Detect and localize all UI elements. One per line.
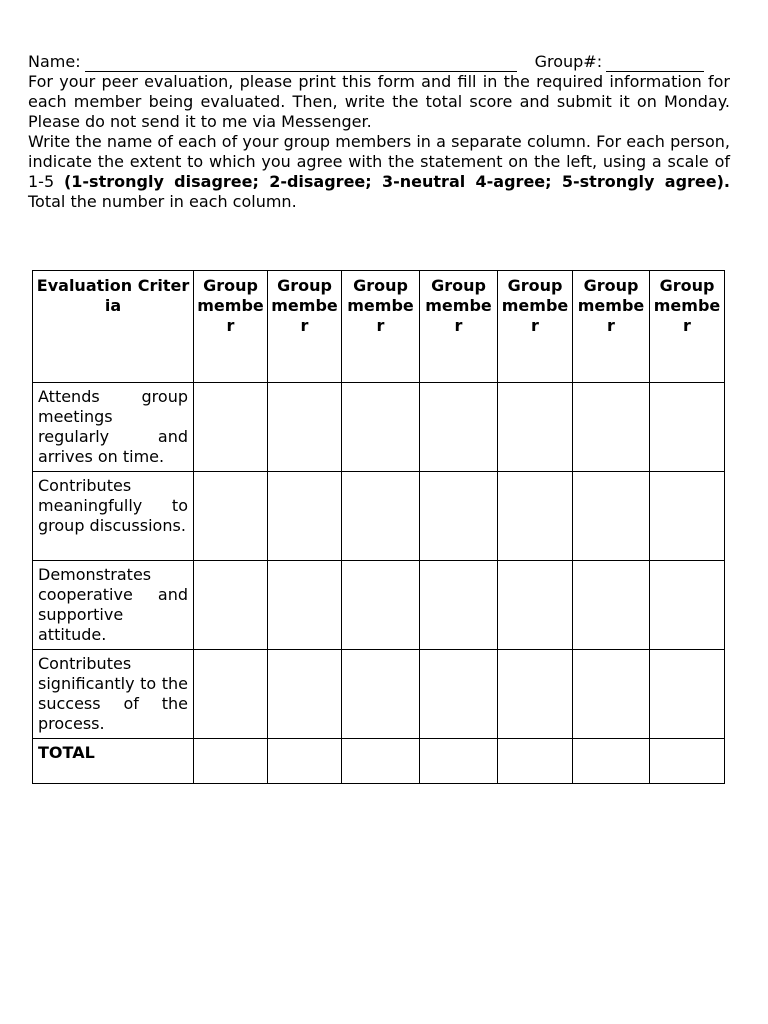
score-cell[interactable] [573,650,650,739]
score-cell[interactable] [194,561,268,650]
group-member-header-7: Group member [650,271,725,383]
table-row [33,561,725,650]
score-cell[interactable] [498,383,573,472]
peer-evaluation-table [32,270,725,784]
total-score-cell[interactable] [342,739,420,784]
total-score-cell[interactable] [420,739,498,784]
score-cell[interactable] [268,383,342,472]
score-cell[interactable] [420,561,498,650]
name-label: Name: [28,52,81,71]
score-cell[interactable] [420,472,498,561]
score-cell[interactable] [194,650,268,739]
score-cell[interactable] [573,472,650,561]
instructions-paragraph-2-start: Write the name of each of your group members in a separate column. For each person, indicate the extent to which you agree with the statement on the left, using a scale of 1-5 [28,132,730,191]
table-header-row [33,271,725,383]
criteria-cell: Demonstrates cooperative and supportive attitude. [33,561,194,650]
group-member-header-4: Group member [420,271,498,383]
score-cell[interactable] [650,472,725,561]
score-cell[interactable] [268,561,342,650]
score-cell[interactable] [194,383,268,472]
score-cell[interactable] [650,650,725,739]
name-blank-line[interactable] [85,55,517,72]
total-score-cell[interactable] [573,739,650,784]
score-cell[interactable] [650,561,725,650]
instructions-paragraph-2 [28,132,730,212]
score-cell[interactable] [342,650,420,739]
table-row [33,650,725,739]
score-cell[interactable] [342,472,420,561]
total-score-cell[interactable] [650,739,725,784]
total-score-cell[interactable] [268,739,342,784]
total-score-cell[interactable] [194,739,268,784]
group-member-header-1: Group member [194,271,268,383]
group-label: Group#: [534,52,603,71]
criteria-cell: Contributes significantly to the success of the process. [33,650,194,739]
name-group-line [28,50,730,72]
score-cell[interactable] [573,561,650,650]
criteria-cell: Attends group meetings regularly and arrives on time. [33,383,194,472]
score-cell[interactable] [268,472,342,561]
score-cell[interactable] [194,472,268,561]
evaluation-form [28,50,730,212]
group-number-blank-line[interactable] [606,55,704,72]
score-cell[interactable] [573,383,650,472]
score-cell[interactable] [650,383,725,472]
instructions-paragraph-1: For your peer evaluation, please print this form and fill in the required information for each member being evaluated. Then, write the total score and submit it on Monday. Please do not send it to me via Messenger. [28,72,730,131]
score-cell[interactable] [268,650,342,739]
score-cell[interactable] [498,472,573,561]
score-cell[interactable] [342,383,420,472]
group-member-header-5: Group member [498,271,573,383]
table-row [33,383,725,472]
table-row [33,472,725,561]
total-score-cell[interactable] [498,739,573,784]
criteria-cell: Contributes meaningfully to group discussions. [33,472,194,561]
instructions-paragraph-2-end: Total the number in each column. [28,192,297,211]
score-cell[interactable] [342,561,420,650]
score-cell[interactable] [498,650,573,739]
rating-scale-text: (1-strongly disagree; 2-disagree; 3-neutral 4-agree; 5-strongly agree). [63,172,731,191]
score-cell[interactable] [420,650,498,739]
group-member-header-2: Group member [268,271,342,383]
evaluation-criteria-header: Evaluation Criteria [33,271,194,383]
group-member-header-6: Group member [573,271,650,383]
total-label: TOTAL [33,739,194,784]
score-cell[interactable] [498,561,573,650]
score-cell[interactable] [420,383,498,472]
total-row [33,739,725,784]
group-member-header-3: Group member [342,271,420,383]
